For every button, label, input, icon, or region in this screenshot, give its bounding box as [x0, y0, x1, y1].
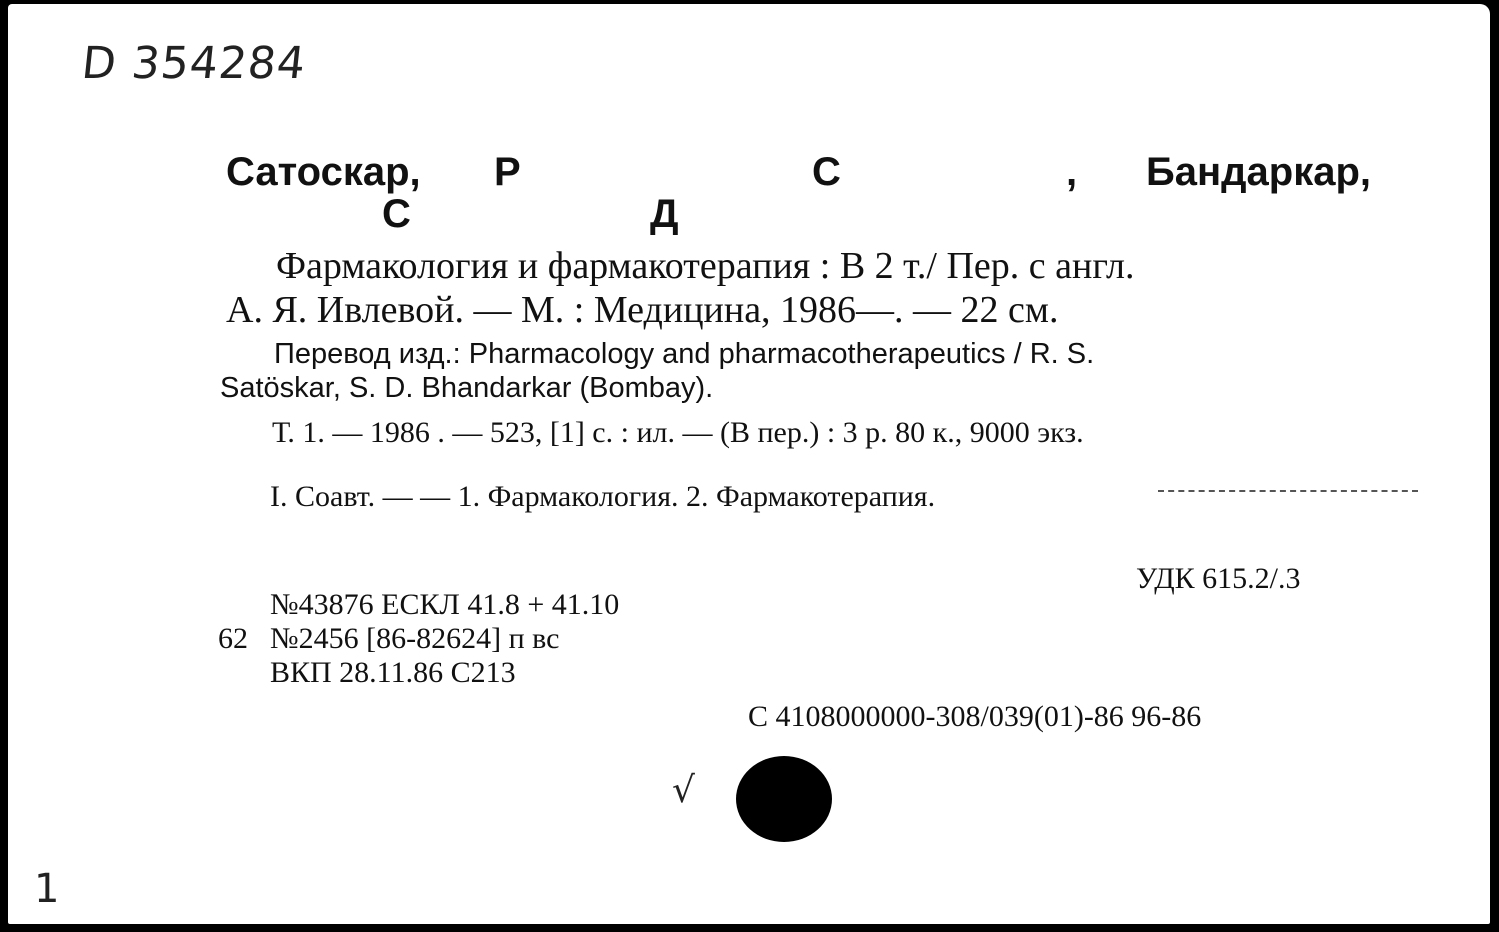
handwritten-page-number: 1: [34, 866, 60, 912]
author2-surname: Бандаркар,: [1146, 150, 1372, 194]
catalog-code-line-1: №43876 ЕСКЛ 41.8 + 41.10: [270, 588, 620, 621]
title-line-1: Фармакология и фармакотерапия : В 2 т./ Пер. с англ.: [276, 245, 1135, 287]
author2-initial-2: Д: [650, 192, 679, 236]
author1-initial-1: Р: [494, 150, 521, 194]
catalog-code-line-2: №2456 [86-82624] п вс: [270, 622, 560, 655]
accession-number: D 354284: [79, 38, 309, 89]
author1-surname: Сатоскар,: [226, 150, 421, 194]
handwritten-check-mark: √: [672, 770, 695, 811]
translation-note-line-1: Перевод изд.: Pharmacology and pharmacotherapeutics / R. S.: [274, 338, 1095, 370]
author-separator: ,: [1066, 150, 1078, 194]
punched-hole-dot: [736, 756, 832, 842]
catalog-card: [8, 4, 1490, 924]
catalog-code-line-3: ВКП 28.11.86 С213: [270, 656, 516, 689]
classification-code: С 4108000000-308/039(01)-86 96-86: [748, 700, 1202, 733]
author2-initial-1: С: [382, 192, 411, 236]
dashed-rule: [1158, 490, 1418, 492]
translation-note-line-2: Satöskar, S. D. Bhandarkar (Bombay).: [220, 372, 714, 404]
volume-description: Т. 1. — 1986 . — 523, [1] с. : ил. — (В пер.) : 3 р. 80 к., 9000 экз.: [272, 416, 1084, 449]
author1-initial-2: С: [812, 150, 841, 194]
title-line-2: А. Я. Ивлевой. — М. : Медицина, 1986—. — 22 см.: [226, 289, 1059, 331]
udc-code: УДК 615.2/.3: [1136, 562, 1301, 595]
catalog-code-prefix: 62: [218, 622, 248, 655]
subject-headings: I. Соавт. — — 1. Фармакология. 2. Фармакотерапия.: [270, 480, 936, 513]
